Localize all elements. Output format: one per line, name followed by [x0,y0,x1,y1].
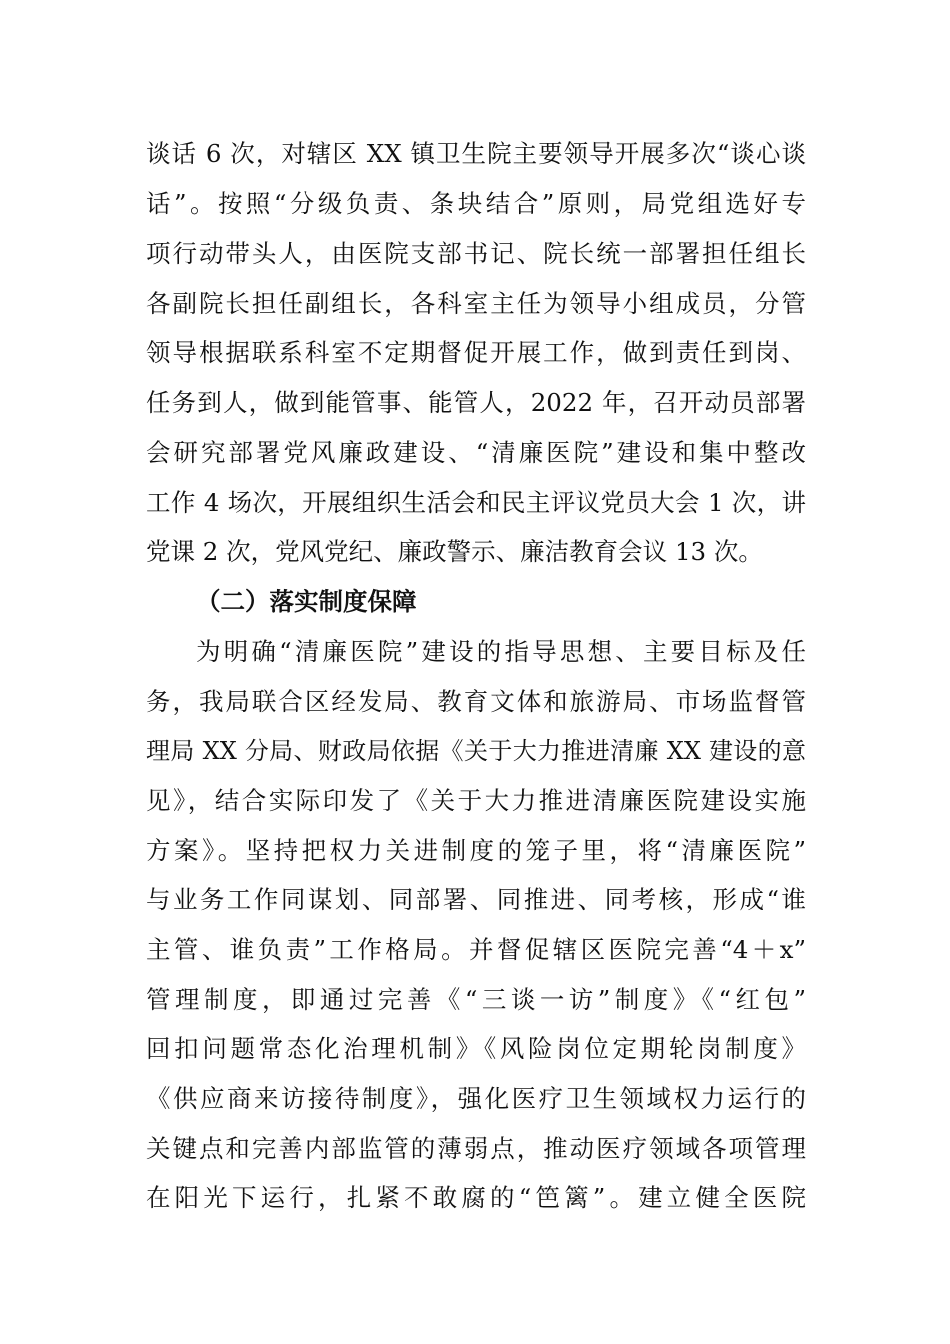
paragraph-line: 领导根据联系科室不定期督促开展工作，做到责任到岗、 [146,338,806,367]
paragraph-line: 主管、谁负责”工作格局。并督促辖区医院完善“4＋x” [146,935,806,964]
paragraph-line: 各副院长担任副组长，各科室主任为领导小组成员，分管 [146,289,806,318]
paragraph-line: 方案》。坚持把权力关进制度的笼子里，将“清廉医院” [146,836,806,865]
paragraph-line: 项行动带头人，由医院支部书记、院长统一部署担任组长 [146,239,806,268]
paragraph-line: 为明确“清廉医院”建设的指导思想、主要目标及任 [196,637,806,666]
paragraph-line: 会研究部署党风廉政建设、“清廉医院”建设和集中整改 [146,438,806,467]
paragraph-line: 谈话 6 次，对辖区 XX 镇卫生院主要领导开展多次“谈心谈 [146,139,806,168]
paragraph-line: 工作 4 场次，开展组织生活会和民主评议党员大会 1 次，讲 [146,488,806,517]
paragraph-line: 理局 XX 分局、财政局依据《关于大力推进清廉 XX 建设的意 [146,737,806,765]
paragraph-line: 与业务工作同谋划、同部署、同推进、同考核，形成“谁 [146,885,806,914]
paragraph-line: 话”。按照“分级负责、条块结合”原则，局党组选好专 [146,189,806,218]
paragraph-line: 关键点和完善内部监管的薄弱点，推动医疗领域各项管理 [146,1134,806,1163]
paragraph-line: 在阳光下运行，扎紧不敢腐的“笆篱”。建立健全医院 [146,1183,806,1212]
paragraph-line: 管理制度，即通过完善《“三谈一访”制度》《“红包” [146,985,806,1014]
paragraph-line: 务，我局联合区经发局、教育文体和旅游局、市场监督管 [146,687,806,716]
paragraph-line: 任务到人，做到能管事、能管人，2022 年，召开动员部署 [146,388,806,417]
paragraph-line: 党课 2 次，党风党纪、廉政警示、廉洁教育会议 13 次。 [146,537,763,566]
paragraph-line: 《供应商来访接待制度》，强化医疗卫生领域权力运行的 [146,1084,806,1113]
paragraph-line: 回扣问题常态化治理机制》《风险岗位定期轮岗制度》 [146,1034,806,1063]
paragraph-line: 见》，结合实际印发了《关于大力推进清廉医院建设实施 [146,786,806,815]
section-heading: （二）落实制度保障 [196,587,417,616]
